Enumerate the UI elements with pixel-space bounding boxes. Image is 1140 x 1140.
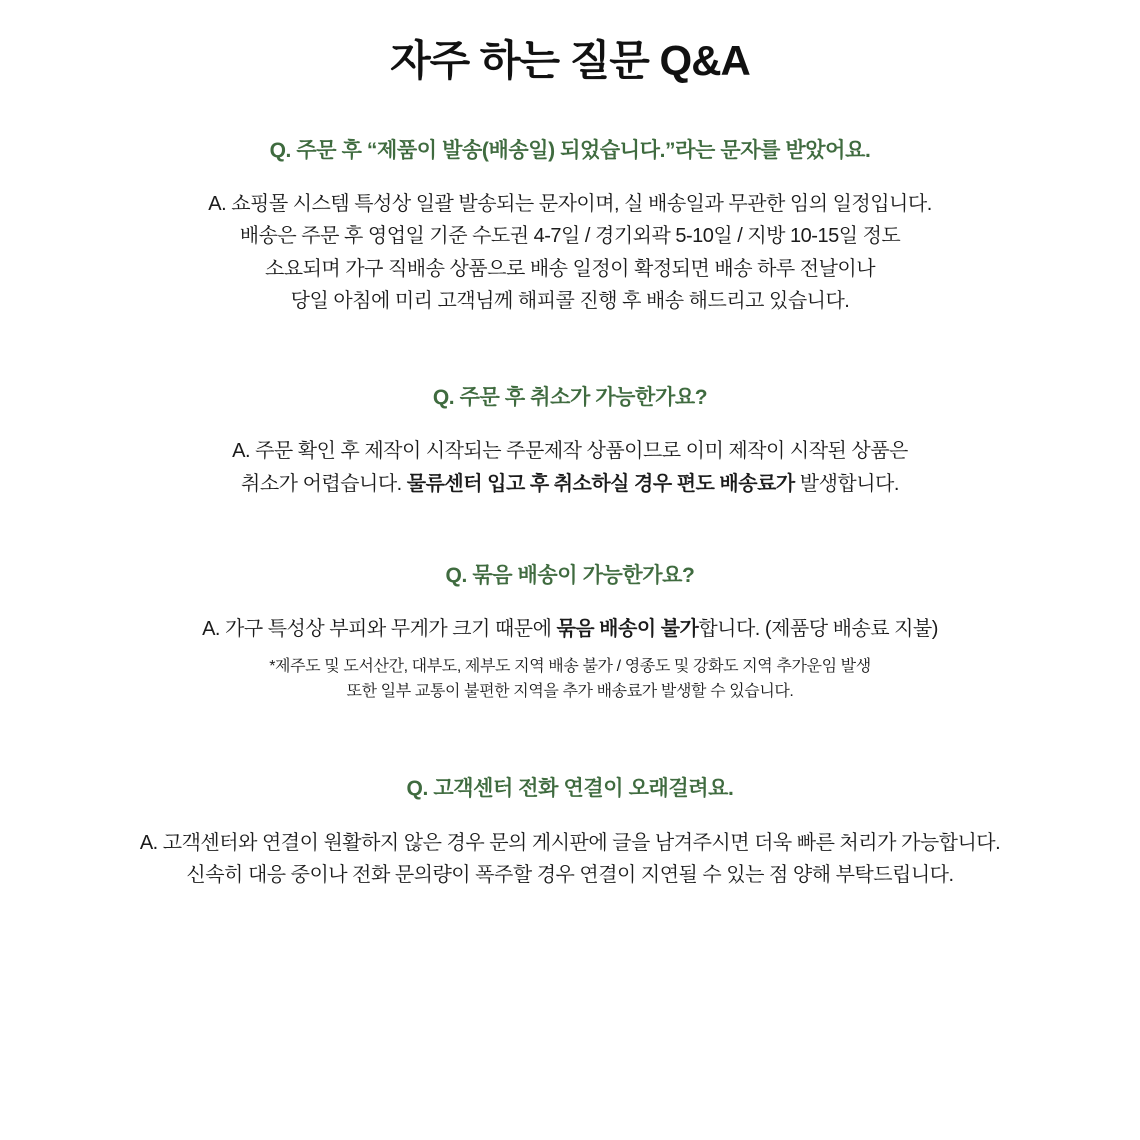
- faq-answer-1-line-2: 배송은 주문 후 영업일 기준 수도권 4-7일 / 경기외곽 5-10일 / 지방 10-15일 정도: [239, 225, 901, 248]
- faq-answer-4: [40, 827, 1100, 892]
- faq-answer-4-line-2: 신속히 대응 중이나 전화 문의량이 폭주할 경우 연결이 지연될 수 있는 점 양해 부탁드립니다.: [186, 863, 954, 886]
- faq-item-1: [40, 135, 1100, 318]
- faq-note-3-line-2: 또한 일부 교통이 불편한 지역을 추가 배송료가 발생할 수 있습니다.: [346, 683, 794, 701]
- faq-list: [40, 135, 1100, 892]
- faq-question-1: Q. 주문 후 “제품이 발송(배송일) 되었습니다.”라는 문자를 받았어요.: [269, 138, 871, 162]
- faq-item-4: [40, 773, 1100, 891]
- faq-answer-4-line-1: A. 고객센터와 연결이 원활하지 않은 경우 문의 게시판에 글을 남겨주시면 더욱 빠른 처리가 가능합니다.: [139, 831, 1001, 854]
- faq-answer-3-prefix: A. 가구 특성상 부피와 무게가 크기 때문에: [202, 618, 557, 641]
- faq-item-2: [40, 382, 1100, 500]
- faq-answer-2-line-1: A. 주문 확인 후 제작이 시작되는 주문제작 상품이므로 이미 제작이 시작된 상품은: [232, 440, 908, 463]
- faq-answer-1: [40, 188, 1100, 318]
- faq-answer-3-bold: 묶음 배송이 불가: [556, 618, 699, 641]
- faq-answer-2: [40, 435, 1100, 500]
- faq-answer-2-line-2-head: 취소가 어렵습니다.: [241, 472, 402, 495]
- faq-answer-1-line-4: 당일 아침에 미리 고객님께 해피콜 진행 후 배송 해드리고 있습니다.: [290, 290, 850, 313]
- faq-answer-3-line-1: [40, 613, 1100, 645]
- faq-answer-2-line-2: [40, 468, 1100, 500]
- faq-note-3-line-1: *제주도 및 도서산간, 대부도, 제부도 지역 배송 불가 / 영종도 및 강화도 지역 추가운임 발생: [269, 657, 871, 675]
- faq-answer-1-line-3: 소요되며 가구 직배송 상품으로 배송 일정이 확정되면 배송 하루 전날이나: [264, 257, 876, 280]
- faq-item-3: [40, 560, 1100, 705]
- faq-question-4: Q. 고객센터 전화 연결이 오래걸려요.: [406, 777, 734, 801]
- faq-answer-3-suffix: 합니다. (제품당 배송료 지불): [698, 618, 938, 641]
- faq-note-3: [40, 654, 1100, 705]
- faq-answer-2-line-2-bold: 물류센터 입고 후 취소하실 경우 편도 배송료가: [401, 472, 800, 495]
- faq-answer-3: [40, 613, 1100, 645]
- faq-question-3: Q. 묶음 배송이 가능한가요?: [445, 563, 695, 587]
- faq-answer-2-line-2-tail: 발생합니다.: [799, 472, 899, 495]
- page-title: 자주 하는 질문 Q&A: [390, 37, 750, 84]
- faq-question-2: Q. 주문 후 취소가 가능한가요?: [432, 385, 708, 409]
- faq-answer-1-line-1: A. 쇼핑몰 시스템 특성상 일괄 발송되는 문자이며, 실 배송일과 무관한 임의 일정입니다.: [208, 193, 932, 216]
